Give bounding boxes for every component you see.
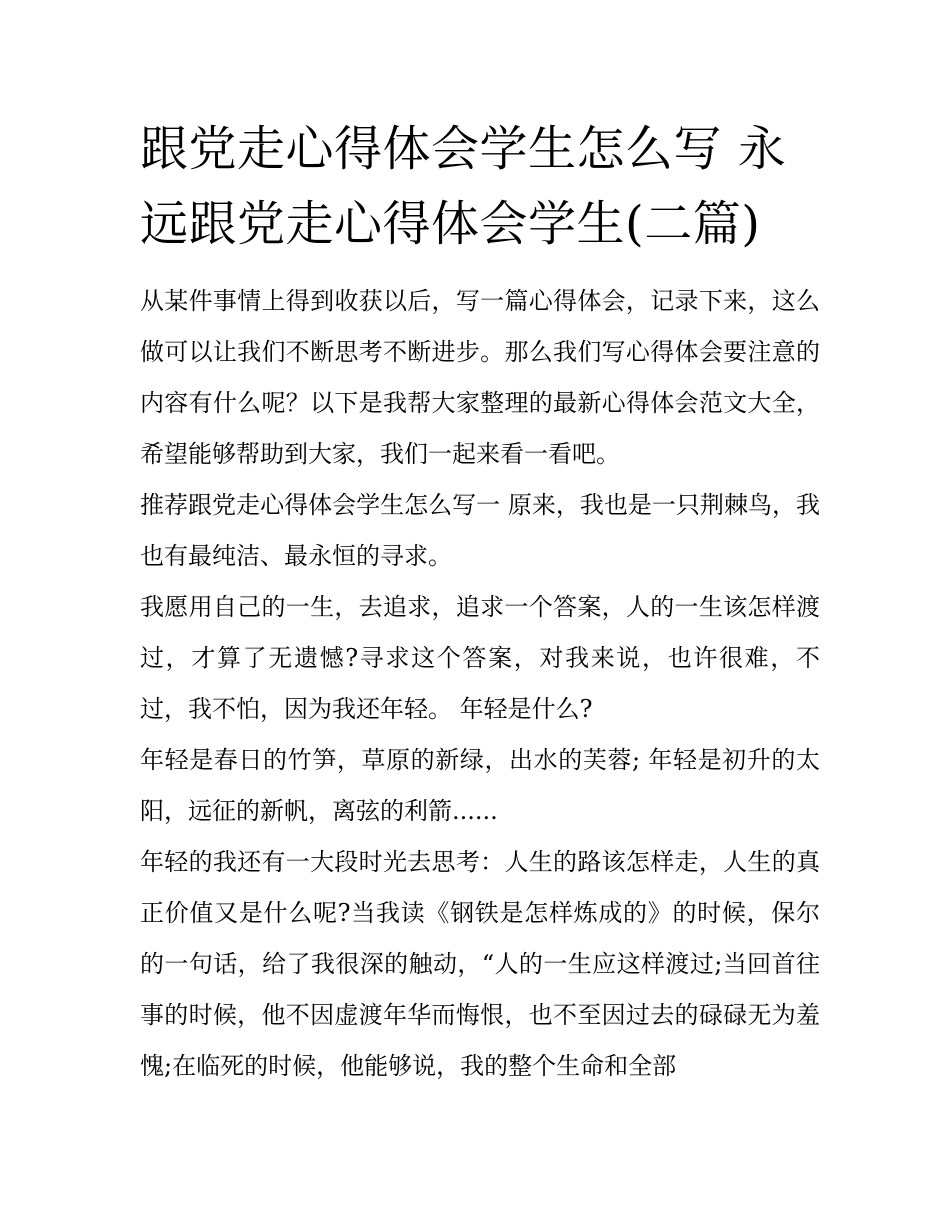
paragraph-recommend: 推荐跟党走心得体会学生怎么写一 原来，我也是一只荆棘鸟，我也有最纯洁、最永恒的寻求。 (140, 491, 820, 570)
paragraph-youth: 年轻是春日的竹笋，草原的新绿，出水的芙蓉; 年轻是初升的太阳，远征的新帆，离弦的利箭...... (140, 746, 820, 825)
paragraph-reflection: 年轻的我还有一大段时光去思考：人生的路该怎样走，人生的真正价值又是什么呢?当我读《钢铁是怎样炼成的》的时候，保尔的一句话，给了我很深的触动，“人的一生应这样渡过;当回首往事的时候，他不因虚渡年华而悔恨，也不至因过去的碌碌无为羞愧;在临死的时候，他能够说，我的整个生命和全部 (140, 848, 820, 1080)
paragraph-pursuit: 我愿用自己的一生，去追求，追求一个答案，人的一生该怎样渡过，才算了无遗憾?寻求这个答案，对我来说，也许很难，不过，我不怕，因为我还年轻。 年轻是什么? (140, 593, 820, 723)
paragraph-intro: 从某件事情上得到收获以后，写一篇心得体会，记录下来，这么做可以让我们不断思考不断进步。那么我们写心得体会要注意的内容有什么呢？以下是我帮大家整理的最新心得体会范文大全，希望能够帮助到大家，我们一起来看一看吧。 (140, 287, 820, 468)
document-body (140, 276, 820, 1092)
document-title: 跟党走心得体会学生怎么写 永远跟党走心得体会学生(二篇) (140, 121, 787, 252)
